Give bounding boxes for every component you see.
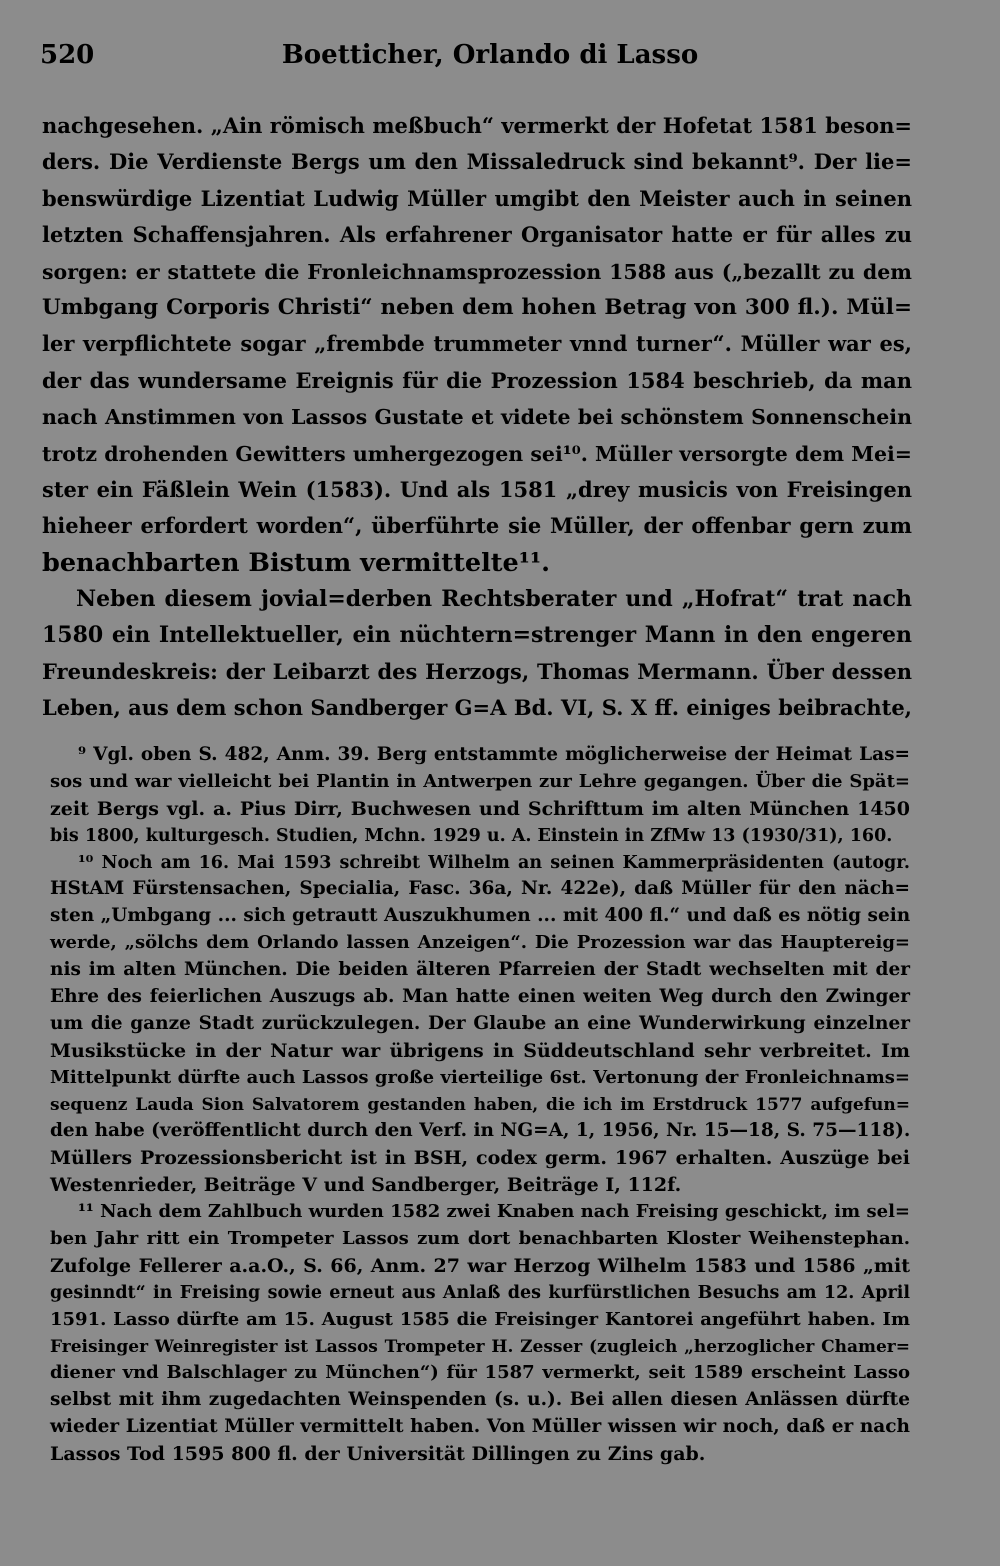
- text-line: Leben, aus dem schon Sandberger G=A Bd. VI, S. X ff. einiges beibrachte,: [42, 695, 912, 721]
- footnote-line: um die ganze Stadt zurückzulegen. Der Glaube an eine Wunderwirkung einzelner: [50, 1012, 910, 1034]
- main-text: [42, 108, 912, 727]
- footnote-line: Zufolge Fellerer a.a.O., S. 66, Anm. 27 war Herzog Wilhelm 1583 und 1586 „mit: [50, 1254, 910, 1277]
- footnote-line: den habe (veröffentlicht durch den Verf. in NG=A, 1, 1956, Nr. 15—18, S. 75—118).: [50, 1120, 911, 1142]
- footnote-line: Müllers Prozessionsbericht ist in BSH, codex germ. 1967 erhalten. Auszüge bei: [50, 1147, 910, 1170]
- page-header: [40, 40, 940, 80]
- footnote-line: 1591. Lasso dürfte am 15. August 1585 die Freisinger Kantorei angeführt haben. Im: [50, 1308, 910, 1330]
- footnote-line: gesinndt“ in Freising sowie erneut aus Anlaß des kurfürstlichen Besuchs am 12. April: [50, 1282, 910, 1303]
- text-line: ster ein Fäßlein Wein (1583). Und als 1581 „drey musicis von Freisingen: [42, 476, 912, 502]
- footnote-line: Lassos Tod 1595 800 fl. der Universität Dillingen zu Zins gab.: [50, 1443, 706, 1466]
- text-line: Umbgang Corporis Christi“ neben dem hohen Betrag von 300 fl.). Mül=: [42, 294, 912, 320]
- footnote-line: ¹⁰ Noch am 16. Mai 1593 schreibt Wilhelm an seinen Kammerpräsidenten (autogr.: [78, 852, 910, 873]
- footnote-line: ben Jahr ritt ein Trompeter Lassos zum dort benachbarten Kloster Weihenstephan.: [50, 1228, 910, 1250]
- footnote-line: Ehre des feierlichen Auszugs ab. Man hatte einen weiten Weg durch den Zwinger: [50, 986, 910, 1008]
- text-line: nachgesehen. „Ain römisch meßbuch“ vermerkt der Hofetat 1581 beson=: [42, 113, 912, 138]
- text-line: letzten Schaffensjahren. Als erfahrener Organisator hatte er für alles zu: [42, 222, 912, 248]
- text-line: benswürdige Lizentiat Ludwig Müller umgibt den Meister auch in seinen: [42, 185, 912, 211]
- footnote-line: nis im alten München. Die beiden älteren Pfarreien der Stadt wechselten mit der: [50, 959, 910, 981]
- text-line: sorgen: er stattete die Fronleichnamsprozession 1588 aus („bezallt zu dem: [42, 259, 912, 284]
- footnote-line: sten „Umbgang ... sich getrautt Auszukhumen ... mit 400 fl.“ und daß es nötig sein: [50, 905, 911, 927]
- footnote-line: HStAM Fürstensachen, Specialia, Fasc. 36a, Nr. 422e), daß Müller für den näch=: [50, 878, 910, 900]
- text-line: der das wundersame Ereignis für die Prozession 1584 beschrieb, da man: [42, 367, 912, 393]
- footnote-line: Musikstücke in der Natur war übrigens in Süddeutschland sehr verbreitet. Im: [50, 1039, 910, 1062]
- footnote-line: ¹¹ Nach dem Zahlbuch wurden 1582 zwei Knaben nach Freising geschickt, im sel=: [78, 1201, 910, 1223]
- footnote-line: Mittelpunkt dürfte auch Lassos große vierteilige 6st. Vertonung der Fronleichnams=: [50, 1066, 910, 1088]
- footnote-line: ⁹ Vgl. oben S. 482, Anm. 39. Berg entstammte möglicherweise der Heimat Las=: [78, 744, 910, 765]
- footnote-line: sos und war vielleicht bei Plantin in Antwerpen zur Lehre gegangen. Über die Spät=: [50, 770, 910, 792]
- text-line: 1580 ein Intellektueller, ein nüchtern=strenger Mann in den engeren: [42, 622, 912, 649]
- footnote-line: selbst mit ihm zugedachten Weinspenden (s. u.). Bei allen diesen Anlässen dürfte: [50, 1389, 910, 1411]
- footnote-line: bis 1800, kulturgesch. Studien, Mchn. 1929 u. A. Einstein in ZfMw 13 (1930/31), 160.: [50, 825, 893, 846]
- text-line: hieheer erfordert worden“, überführte sie Müller, der offenbar gern zum: [42, 513, 912, 539]
- footnote-line: Westenrieder, Beiträge V und Sandberger, Beiträge I, 112f.: [50, 1174, 682, 1197]
- text-line: trotz drohenden Gewitters umhergezogen sei¹⁰. Müller versorgte dem Mei=: [42, 441, 912, 466]
- footnote-line: sequenz Lauda Sion Salvatorem gestanden haben, die ich im Erstdruck 1577 aufgefun=: [50, 1094, 910, 1115]
- text-line: Freundeskreis: der Leibarzt des Herzogs, Thomas Mermann. Über dessen: [42, 658, 912, 684]
- footnote-line: werde, „sölchs dem Orlando lassen Anzeigen“. Die Prozession war das Hauptereig=: [50, 932, 910, 954]
- text-line: ders. Die Verdienste Bergs um den Missaledruck sind bekannt⁹. Der lie=: [42, 149, 912, 175]
- footnote-line: diener vnd Balschlager zu München“) für 1587 vermerkt, seit 1589 erscheint Lasso: [50, 1362, 910, 1384]
- footnote-line: Freisinger Weinregister ist Lassos Trompeter H. Zesser (zugleich „herzoglicher Chamer=: [50, 1336, 910, 1357]
- footnotes: [50, 742, 910, 1468]
- text-line: ler verpflichtete sogar „frembde trummeter vnnd turner“. Müller war es,: [42, 331, 912, 357]
- footnote-line: zeit Bergs vgl. a. Pius Dirr, Buchwesen und Schrifttum im alten München 1450: [50, 797, 910, 820]
- text-line: nach Anstimmen von Lassos Gustate et videte bei schönstem Sonnenschein: [42, 405, 912, 430]
- running-title: Boetticher, Orlando di Lasso: [281, 40, 699, 70]
- page-number: 520: [40, 40, 95, 70]
- text-line: benachbarten Bistum vermittelte¹¹.: [42, 547, 550, 578]
- footnote-line: wieder Lizentiat Müller vermittelt haben. Von Müller wissen wir noch, daß er nach: [50, 1416, 910, 1438]
- text-line: Neben diesem jovial=derben Rechtsberater und „Hofrat“ trat nach: [76, 586, 912, 613]
